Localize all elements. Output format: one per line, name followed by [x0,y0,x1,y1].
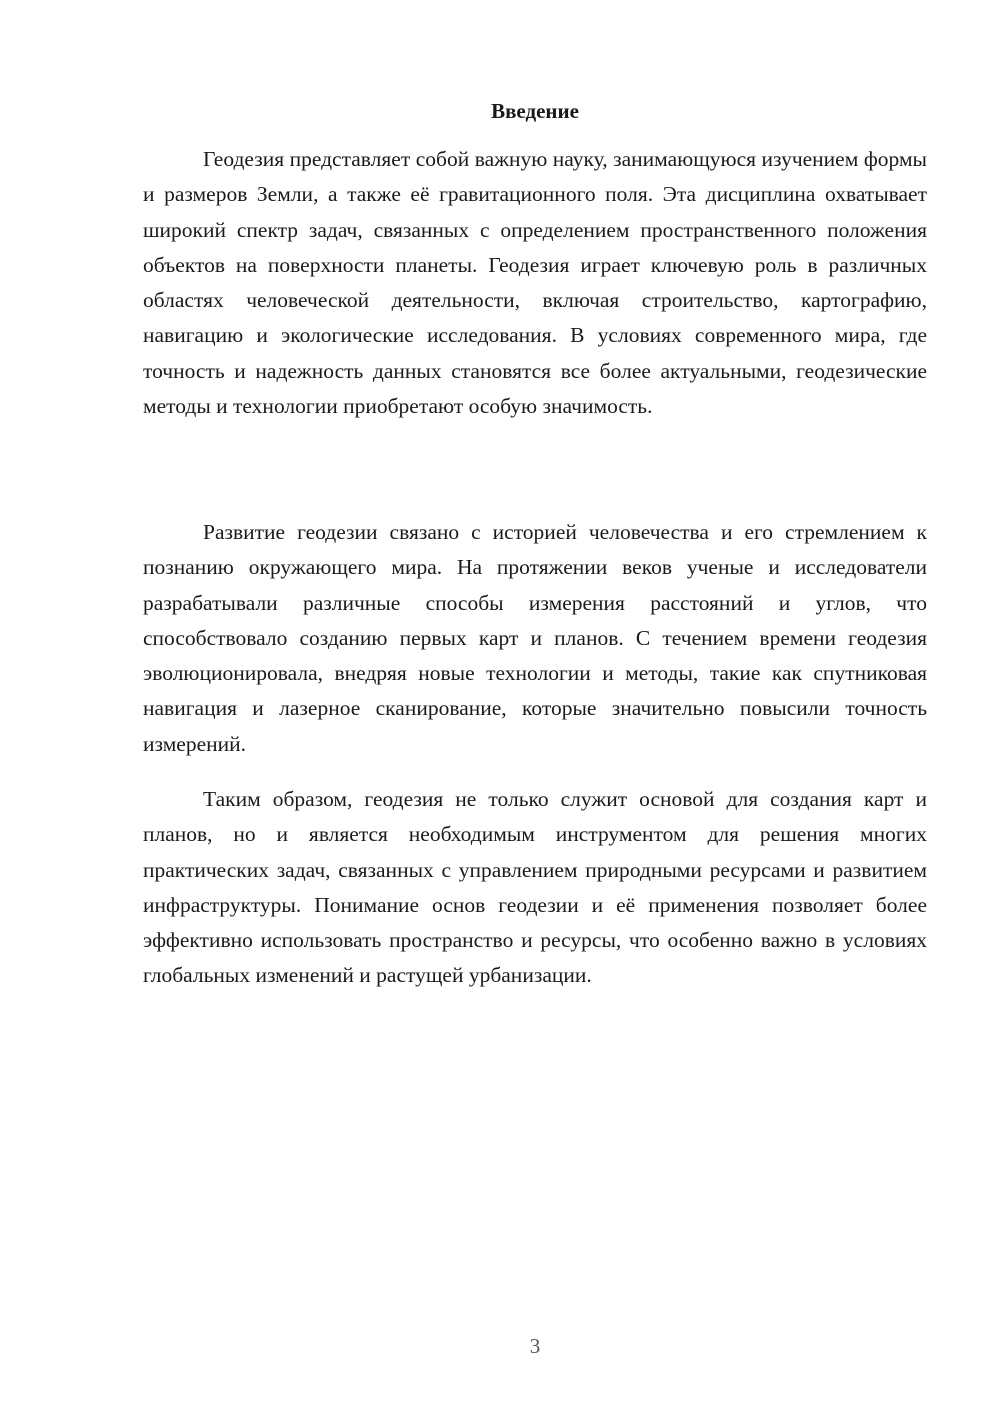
paragraph-2: Развитие геодезии связано с историей человечества и его стремлением к познанию окружающего мира. На протяжении веков ученые и исследователи разрабатывали различные способы измерения расстояний и углов, что способствовало созданию первых карт и планов. С течением времени геодезия эволюционировала, внедряя новые технологии и методы, такие как спутниковая навигация и лазерное сканирование, которые значительно повысили точность измерений. [143,520,927,756]
page-number: 3 [529,1334,541,1358]
paragraph-3: Таким образом, геодезия не только служит основой для создания карт и планов, но и является необходимым инструментом для решения многих практических задач, связанных с управлением природными ресурсами и развитием инфраструктуры. Понимание основ геодезии и её применения позволяет более эффективно использовать пространство и ресурсы, что особенно важно в условиях глобальных изменений и растущей урбанизации. [143,787,927,988]
section-heading: Введение [491,99,579,123]
paragraph-1: Геодезия представляет собой важную науку, занимающуюся изучением формы и размеров Земли, а также её гравитационного поля. Эта дисциплина охватывает широкий спектр задач, связанных с определением пространственного положения объектов на поверхности планеты. Геодезия играет ключевую роль в различных областях человеческой деятельности, включая строительство, картографию, навигацию и экологические исследования. В условиях современного мира, где точность и надежность данных становятся все более актуальными, геодезические методы и технологии приобретают особую значимость. [143,147,927,419]
